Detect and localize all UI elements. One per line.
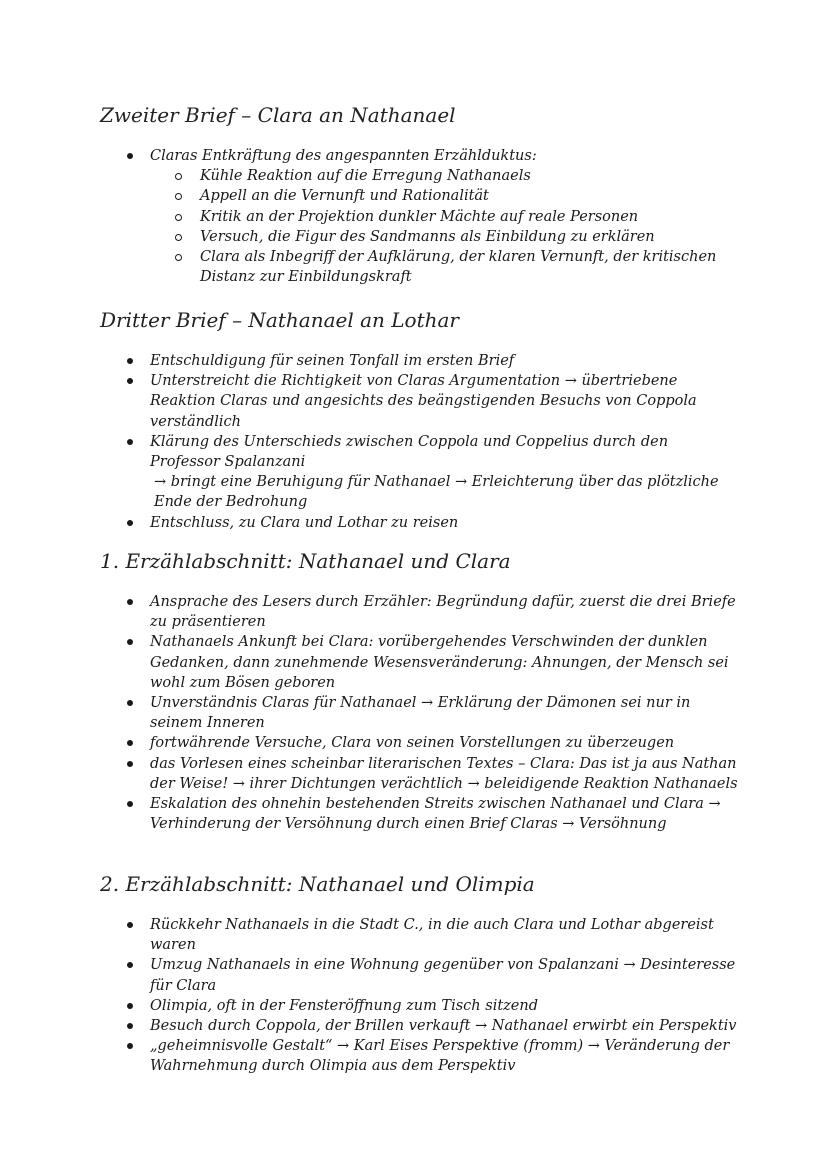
- sub-list-item: [150, 207, 740, 227]
- list-item: [100, 371, 740, 432]
- list-item: [100, 794, 740, 834]
- bullet-list: [100, 915, 740, 1077]
- list-item: [100, 632, 740, 693]
- sub-item-text: Clara als Inbegriff der Aufklärung, der klaren Vernunft, der kritischen Distanz zur Einbildungskraft: [200, 249, 717, 286]
- sub-list-item: [150, 186, 740, 206]
- bullet-icon: [127, 740, 133, 746]
- list-item: [100, 733, 740, 753]
- list-item: [100, 146, 740, 287]
- list-item-continuation: → bringt eine Beruhigung für Nathanael → Erleichterung über das plötzliche Ende der Bedrohung: [154, 474, 719, 511]
- section-heading: 1. Erzählabschnitt: Nathanael und Clara: [100, 549, 511, 573]
- bullet-list: [100, 592, 740, 834]
- list-item-text: Ansprache des Lesers durch Erzähler: Begründung dafür, zuerst die drei Briefe zu präsentieren: [150, 594, 736, 631]
- list-item: [100, 351, 740, 371]
- bullet-icon: [127, 1003, 133, 1009]
- section-heading: Zweiter Brief – Clara an Nathanael: [100, 103, 456, 127]
- list-item-text: fortwährende Versuche, Clara von seinen Vorstellungen zu überzeugen: [150, 735, 675, 752]
- list-item-text: Olimpia, oft in der Fensteröffnung zum Tisch sitzend: [150, 997, 538, 1014]
- bullet-icon: [127, 1023, 133, 1029]
- list-item-text: Entschuldigung für seinen Tonfall im ersten Brief: [150, 353, 515, 369]
- list-item: [100, 996, 740, 1016]
- circle-bullet-icon: [175, 173, 182, 180]
- list-item-text: das Vorlesen eines scheinbar literarischen Textes – Clara: Das ist ja aus Nathan der Weise! → ihrer Dichtungen verächtlich → beleidigende Reaktion Nathanaels: [150, 755, 738, 792]
- list-item: [100, 513, 740, 533]
- sub-item-text: Kühle Reaktion auf die Erregung Nathanaels: [200, 168, 531, 185]
- bullet-icon: [127, 520, 133, 526]
- list-item-text: Eskalation des ohnehin bestehenden Streits zwischen Nathanael und Clara → Verhinderung der Versöhnung durch einen Brief Claras → Versöhnung: [150, 796, 721, 833]
- list-item-text: Unterstreicht die Richtigkeit von Claras Argumentation → übertriebene Reaktion Claras und angesichts des beängstigenden Besuchs von Coppola verständlich: [150, 373, 697, 430]
- bullet-icon: [127, 1043, 133, 1049]
- bullet-icon: [127, 700, 133, 706]
- sub-list-item: [150, 247, 740, 287]
- bullet-icon: [127, 439, 133, 445]
- sub-item-text: Kritik an der Projektion dunkler Mächte auf reale Personen: [200, 208, 639, 225]
- bullet-icon: [127, 962, 133, 968]
- list-item-text: Claras Entkräftung des angespannten Erzählduktus:: [150, 148, 537, 164]
- section-zweiter-brief: [100, 102, 740, 287]
- list-item-text: Besuch durch Coppola, der Brillen verkauft → Nathanael erwirbt ein Perspektiv: [150, 1018, 737, 1035]
- sub-list-item: [150, 166, 740, 186]
- bullet-icon: [127, 639, 133, 645]
- list-item: [100, 1036, 740, 1076]
- list-item-text: Unverständnis Claras für Nathanael → Erklärung der Dämonen sei nur in seinem Inneren: [150, 695, 691, 732]
- sub-list-item: [150, 227, 740, 247]
- list-item-text: Nathanaels Ankunft bei Clara: vorübergehendes Verschwinden der dunklen Gedanken, dann zunehmende Wesensveränderung: Ahnungen, der Mensch sei wohl zum Bösen geboren: [150, 634, 729, 691]
- bullet-icon: [127, 378, 133, 384]
- bullet-list: [100, 351, 740, 533]
- list-item: [100, 592, 740, 632]
- section-heading: 2. Erzählabschnitt: Nathanael und Olimpia: [100, 872, 535, 896]
- bullet-icon: [127, 153, 133, 159]
- sub-list: [150, 166, 740, 287]
- list-item-text: Rückkehr Nathanaels in die Stadt C., in die auch Clara und Lothar abgereist waren: [150, 917, 714, 954]
- list-item: [100, 754, 740, 794]
- bullet-icon: [127, 599, 133, 605]
- bullet-icon: [127, 801, 133, 807]
- list-item-text: „geheimnisvolle Gestalt“ → Karl Eises Perspektive (fromm) → Veränderung der Wahrnehmung durch Olimpia aus dem Perspektiv: [150, 1038, 730, 1075]
- circle-bullet-icon: [175, 214, 182, 221]
- section-erzaehlabschnitt-1: [100, 548, 740, 834]
- list-item: [100, 955, 740, 995]
- list-item: [100, 432, 740, 513]
- section-dritter-brief: [100, 307, 740, 533]
- list-item-text: Klärung des Unterschieds zwischen Coppola und Coppelius durch den Professor Spalanzani: [150, 433, 669, 471]
- section-erzaehlabschnitt-2: [100, 871, 740, 1077]
- bullet-list: [100, 146, 740, 287]
- list-item: [100, 693, 740, 733]
- section-heading: Dritter Brief – Nathanael an Lothar: [100, 308, 459, 332]
- sub-item-text: Appell an die Vernunft und Rationalität: [200, 188, 489, 205]
- circle-bullet-icon: [175, 193, 182, 200]
- circle-bullet-icon: [175, 254, 182, 261]
- list-item-text: Umzug Nathanaels in eine Wohnung gegenüber von Spalanzani → Desinteresse für Clara: [150, 957, 736, 994]
- bullet-icon: [127, 358, 133, 364]
- list-item: [100, 915, 740, 955]
- bullet-icon: [127, 922, 133, 928]
- sub-item-text: Versuch, die Figur des Sandmanns als Einbildung zu erklären: [200, 228, 655, 245]
- bullet-icon: [127, 761, 133, 767]
- list-item-text: Entschluss, zu Clara und Lothar zu reisen: [150, 514, 459, 531]
- list-item: [100, 1016, 740, 1036]
- circle-bullet-icon: [175, 234, 182, 241]
